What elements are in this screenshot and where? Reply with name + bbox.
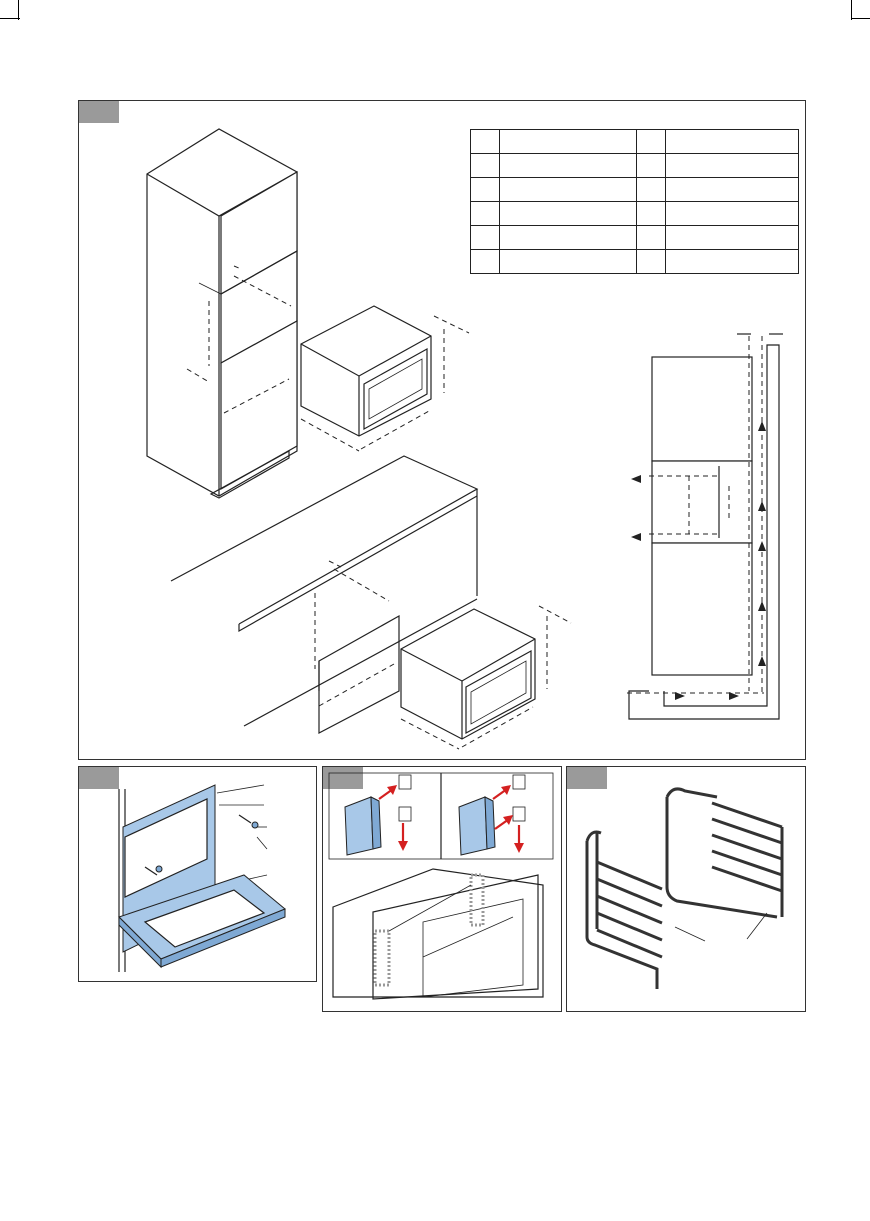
table-cell [500, 202, 637, 226]
table-cell [637, 154, 666, 178]
table-row [471, 226, 799, 250]
table-cell [637, 202, 666, 226]
table-cell [637, 250, 666, 274]
figure-2-door [78, 766, 317, 982]
crop-mark-top-left-h [0, 18, 20, 19]
table-cell [666, 178, 799, 202]
crop-mark-top-right-h [851, 18, 870, 19]
table-row [471, 250, 799, 274]
table-row [471, 130, 799, 154]
table-cell [471, 202, 500, 226]
crop-mark-top-right-v [851, 0, 852, 20]
table-cell [666, 130, 799, 154]
table-cell [471, 178, 500, 202]
oven-door-drawing [79, 767, 316, 981]
table-cell [666, 154, 799, 178]
table-cell [666, 202, 799, 226]
table-cell [471, 250, 500, 274]
dimension-table [470, 129, 799, 274]
table-cell [500, 178, 637, 202]
table-cell [500, 250, 637, 274]
figure-1-installation [78, 100, 806, 760]
side-rack-drawing [567, 767, 805, 1011]
crop-mark-top-left-v [18, 0, 19, 20]
table-cell [637, 178, 666, 202]
clip-icon [345, 797, 495, 855]
table-cell [637, 226, 666, 250]
figure-3-rails [322, 766, 562, 1012]
rail-clip-drawing [323, 767, 561, 1011]
table-cell [666, 226, 799, 250]
table-cell [637, 130, 666, 154]
table-cell [500, 226, 637, 250]
table-row [471, 154, 799, 178]
rack-icon [587, 789, 782, 989]
table-cell [471, 226, 500, 250]
table-cell [500, 154, 637, 178]
table-cell [500, 130, 637, 154]
table-cell [666, 250, 799, 274]
figure-4-racks [566, 766, 806, 1012]
table-row [471, 202, 799, 226]
table-cell [471, 154, 500, 178]
table-row [471, 178, 799, 202]
table-cell [471, 130, 500, 154]
